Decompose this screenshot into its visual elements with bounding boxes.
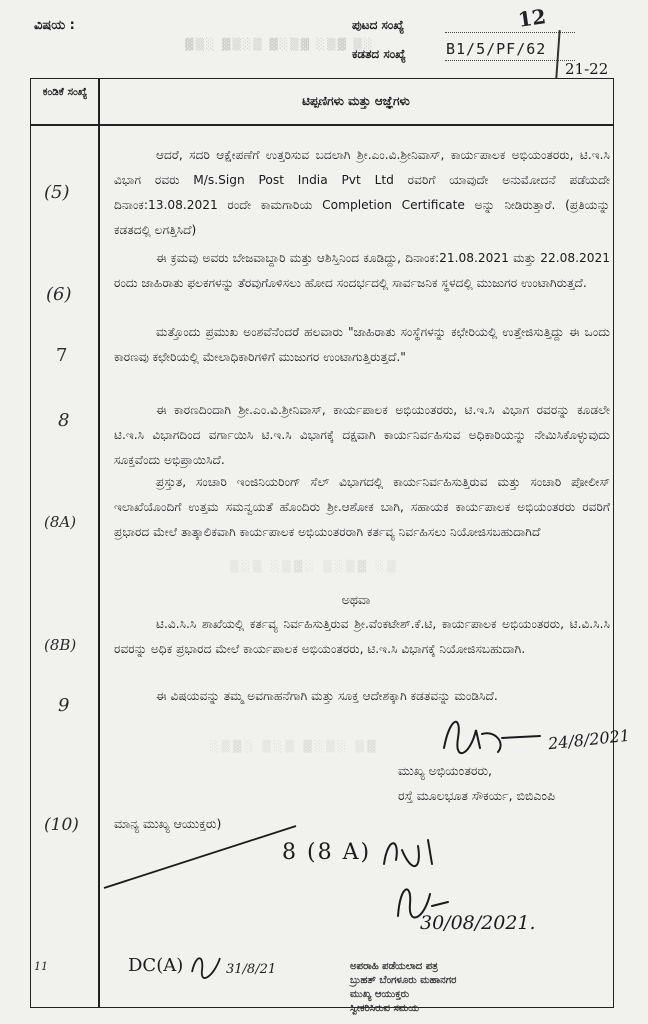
file-number-label: ಕಡತದ ಸಂಖ್ಯೆ — [352, 47, 406, 61]
signature-block — [398, 758, 555, 808]
margin-number: (8A) — [44, 513, 77, 531]
addressee: ಮಾನ್ಯ ಮುಖ್ಯ ಆಯುಕ್ತರು) — [114, 816, 222, 831]
margin-number: 11 — [34, 960, 48, 973]
designation: ಮುಖ್ಯ ಅಭಿಯಂತರರು, — [398, 763, 493, 778]
paragraph-8: ಈ ಕಾರಣದಿಂದಾಗಿ ಶ್ರೀ.ಎಂ.ವಿ.ಶ್ರೀನಿವಾಸ್, ಕಾರ್ಯಪಾಲಕ ಅಭಿಯಂತರರು, ಟಿ.ಇ.ಸಿ ವಿಭಾಗ ರವರನ್ನು ಕೂಡಲೇ ಟಿ.ಇ.ಸಿ ವಿಭಾಗದಿಂದ ವರ್ಗಾಯಿಸಿ ಟಿ.ಇ.ಸಿ ವಿಭಾಗಕ್ಕೆ ದಕ್ಷವಾಗಿ ಕಾರ್ಯನಿರ್ವಹಿಸುವ ಅಧಿಕಾರಿಯನ್ನು ನೇಮಿಸಿಕೊಳ್ಳುವುದು ಸೂಕ್ತವೆಂದು ಅಭಿಪ್ರಾಯಿಸಿದೆ. — [114, 403, 610, 467]
notes-orders-header: ಟಿಪ್ಪಣಿಗಳು ಮತ್ತು ಆಜ್ಞೆಗಳು — [302, 94, 410, 108]
page-number-label: ಪುಟದ ಸಂಖ್ಯೆ — [352, 18, 405, 32]
header-separator — [30, 124, 614, 126]
paragraph-number-header: ಕಂಡಿಕೆ ಸಂಖ್ಯೆ — [42, 86, 88, 98]
chief-engineer-signature — [436, 708, 546, 764]
seal-line: ಬ್ರುಹತ್ ಬೆಂಗಳೂರು ಮಹಾನಗರ — [350, 975, 457, 986]
page-number-line — [445, 32, 575, 33]
receipt-seal — [350, 960, 550, 1016]
paragraph-5: ಆದರೆ, ಸದರಿ ಆಕ್ಷೇಪಣೆಗೆ ಉತ್ತರಿಸುವ ಬದಲಾಗಿ ಶ್ರೀ.ಎಂ.ವಿ.ಶ್ರೀನಿವಾಸ್, ಕಾರ್ಯಪಾಲಕ ಅಭಿಯಂತರರು, ಟಿ.ಇ.ಸಿ ವಿಭಾಗ ರವರು M/s.Sign Post India Pvt Ltd ರವರಿಗೆ ಯಾವುದೇ ಅನುಮೋದನೆ ಪಡೆಯದೇ ದಿನಾಂಕ:13.08.2021 ರಂದೇ ಕಾಮಗಾರಿಯ Completion Certificate ಅನ್ನು ನೀಡಿರುತ್ತಾರೆ. (ಪ್ರತಿಯನ್ನು ಕಡತದಲ್ಲಿ ಲಗತ್ತಿಸಿದೆ) — [114, 148, 610, 237]
page-number-value: 12 — [516, 4, 548, 32]
faint-background-seal: ▓▒░ ▓▒░▒ ▓░▒▓ ░▒▓ ▒░ — [185, 38, 375, 51]
margin-number: (5) — [44, 182, 70, 203]
or-separator: ಅಥವಾ — [341, 592, 371, 607]
handwritten-initials — [378, 830, 448, 880]
margin-number: (6) — [46, 284, 72, 305]
seal-line: ಮುಖ್ಯ ಆಯುಕ್ತರು — [350, 989, 410, 1000]
margin-number: 7 — [56, 345, 68, 366]
dca-initials — [188, 950, 224, 980]
department: ರಸ್ತೆ ಮೂಲಭೂತ ಸೌಕರ್ಯ, ಬಿಬಿಎಂಪಿ — [398, 788, 555, 803]
header-divider — [555, 30, 560, 78]
handwritten-date: 30/08/2021. — [420, 912, 536, 934]
file-year: 21-22 — [565, 60, 609, 78]
margin-number: (8B) — [44, 636, 77, 654]
dca-date: 31/8/21 — [226, 962, 277, 977]
subject-label: ವಿಷಯ : — [34, 18, 75, 33]
bleed-through-text: ░▒▓░ ▒░▒ ▓░▒░ ▒▓ — [210, 740, 379, 753]
dca-note: DC(A) — [128, 955, 184, 976]
margin-number: 8 — [58, 410, 70, 431]
margin-number: (10) — [44, 815, 79, 835]
paragraph-8b: ಟಿ.ವಿ.ಸಿ.ಸಿ ಶಾಖೆಯಲ್ಲಿ ಕರ್ತವ್ಯ ನಿರ್ವಹಿಸುತ್ತಿರುವ ಶ್ರೀ.ವೆಂಕಟೇಶ್.ಕೆ.ಟಿ, ಕಾರ್ಯಪಾಲಕ ಅಭಿಯಂತರರು, ಟಿ.ವಿ.ಸಿ.ಸಿ ರವರನ್ನು ಅಧಿಕ ಪ್ರಭಾರದ ಮೇಲೆ ಕಾರ್ಯಪಾಲಕ ಅಭಿಯಂತರರು, ಟಿ.ಇ.ಸಿ ವಿಭಾಗಕ್ಕೆ ನಿಯೋಜಿಸಬಹುದಾಗಿ. — [114, 617, 610, 656]
seal-line: ಅಪರಾಹಿ ಪಡೆಯಲಾದ ಪತ್ರ — [350, 961, 438, 972]
margin-number: 9 — [58, 695, 70, 716]
seal-line: ಸ್ವೀಕರಿಸಿರುವ ಸಮಯ — [350, 1003, 419, 1014]
paragraph-7: ಮತ್ತೊಂದು ಪ್ರಮುಖ ಅಂಶವೆನೆಂದರೆ ಹಲವಾರು "ಜಾಹಿರಾತು ಸಂಸ್ಥೆಗಳನ್ನು ಕಛೇರಿಯಲ್ಲಿ ಉತ್ತೇಜಿಸುತ್ತಿದ್ದು ಈ ಒಂದು ಕಾರಣವು ಕಛೇರಿಯಲ್ಲಿ ಮೇಲಾಧಿಕಾರಿಗಳಿಗೆ ಮುಜುಗರ ಉಂಟಾಗುತ್ತಿರುತ್ತದೆ." — [114, 325, 610, 364]
signature-date: 24/8/2021 — [547, 725, 631, 754]
handwritten-strike-line — [100, 822, 300, 892]
handwritten-reference: 8 (8 A) — [282, 840, 372, 865]
paragraph-8a: ಪ್ರಸ್ತುತ, ಸಂಚಾರಿ ಇಂಜಿನಿಯರಿಂಗ್ ಸೆಲ್ ವಿಭಾಗದಲ್ಲಿ ಕಾರ್ಯನಿರ್ವಹಿಸುತ್ತಿರುವ ಮತ್ತು ಸಂಚಾರಿ ಪೋಲೀಸ್ ಇಲಾಖೆಯೊಂದಿಗೆ ಉತ್ತಮ ಸಮನ್ವಯತೆ ಹೊಂದಿರು ಶ್ರೀ.ಆಶೋಕ ಬಾಗಿ, ಸಹಾಯಕ ಕಾರ್ಯಪಾಲಕ ಅಭಿಯಂತರರು ರವರಿಗೆ ಪ್ರಭಾರದ ಮೇಲೆ ತಾತ್ಕಾಲಿಕವಾಗಿ ಕಾರ್ಯಪಾಲಕ ಅಭಿಯಂತರರಾಗಿ ಕರ್ತವ್ಯ ನಿರ್ವಹಿಸಲು ನಿಯೋಜಿಸಬಹುದಾಗಿದೆ — [114, 475, 610, 539]
file-number-value: B1/5/PF/62 — [446, 40, 547, 58]
paragraph-6: ಈ ಕ್ರಮವು ಅವರು ಬೇಜವಾಬ್ದಾರಿ ಮತ್ತು ಆಶಿಸ್ತಿನಿಂದ ಕೂಡಿದ್ದು, ದಿನಾಂಕ:21.08.2021 ಮತ್ತು 22.08.2021 ರಂದು ಜಾಹಿರಾತು ಫಲಕಗಳನ್ನು ತೆರವುಗೊಳಿಸಲು ಹೋದ ಸಂದರ್ಭದಲ್ಲಿ ಸಾರ್ವಜನಿಕ ಸ್ಥಳದಲ್ಲಿ ಮುಜುಗರ ಉಂಟಾಗಿರುತ್ತದೆ. — [114, 251, 610, 290]
bleed-through-text: ▒░▒ ░▒▓░ ▒░▒▓ ░▒ — [230, 560, 399, 573]
paragraph-9: ಈ ವಿಷಯವನ್ನು ತಮ್ಮ ಅವಗಾಹನೆಗಾಗಿ ಮತ್ತು ಸೂಕ್ತ ಆದೇಶಕ್ಕಾಗಿ ಕಡತವನ್ನು ಮಂಡಿಸಿದೆ. — [156, 689, 498, 703]
